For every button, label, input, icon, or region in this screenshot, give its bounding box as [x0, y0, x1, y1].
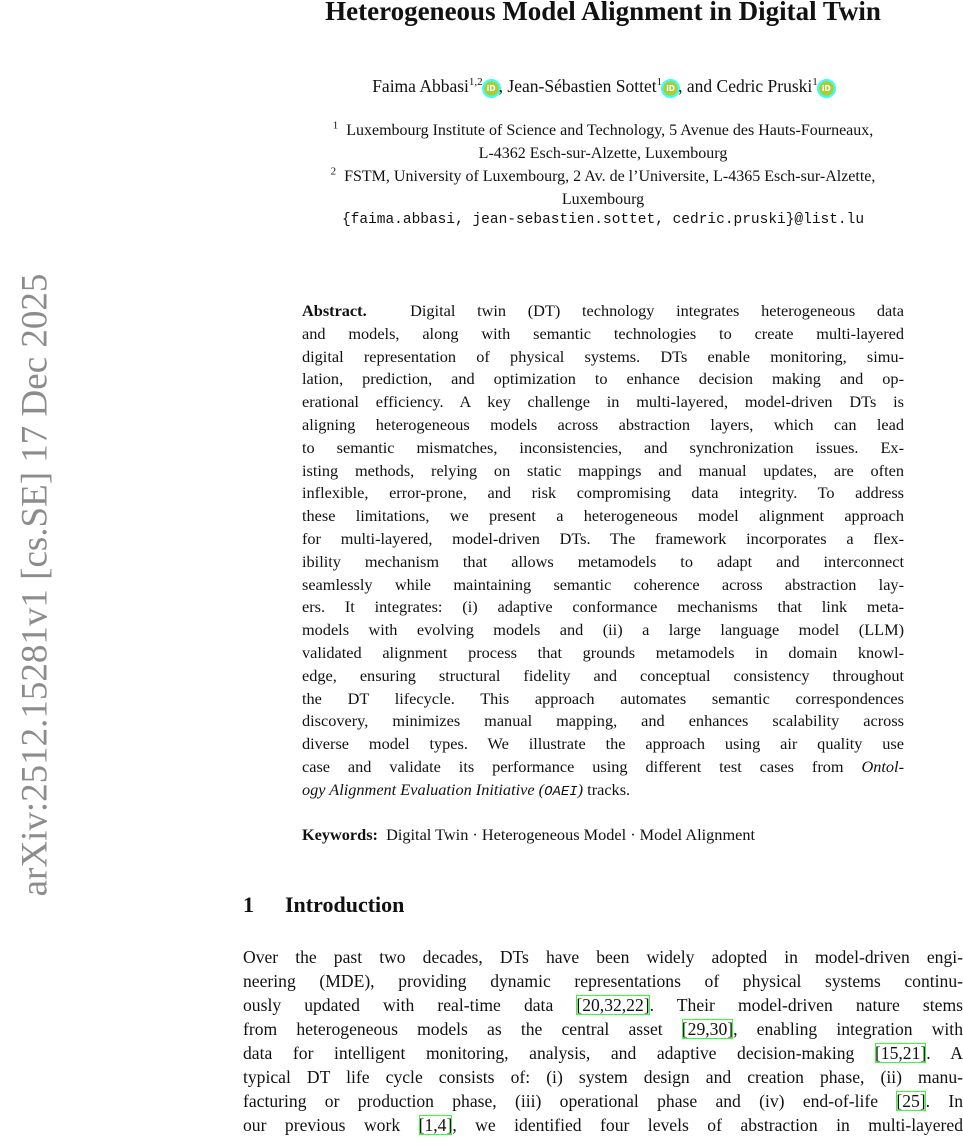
affiliation-line: L-4362 Esch-sur-Alzette, Luxembourg — [478, 145, 728, 162]
affiliation-2 — [243, 165, 963, 211]
author-name: Jean-Sébastien Sottet — [507, 76, 657, 96]
abstract-line: validated alignment process that grounds metamodels in domain knowl- — [302, 642, 904, 662]
abstract-line: erational efficiency. A key challenge in multi-layered, model-driven DTs is — [302, 392, 904, 412]
section-title: Introduction — [285, 892, 405, 917]
intro-line: Over the past two decades, DTs have been widely adopted in model-driven engi- — [243, 947, 963, 967]
abstract-line: ibility mechanism that allows metamodels to adapt and interconnect — [302, 551, 904, 571]
affiliation-line: Luxembourg Institute of Science and Technology, 5 Avenue des Hauts-Fourneaux, — [346, 122, 874, 139]
arxiv-sidebar — [0, 0, 60, 1146]
citation-link[interactable]: [20,32,22] — [576, 995, 650, 1015]
abstract-line: Digital twin (DT) technology integrates heterogeneous data — [410, 301, 904, 320]
keywords-label: Keywords: — [302, 825, 378, 844]
author-affiliation-mark: 1 — [656, 76, 663, 89]
abstract-line: ers. It integrates: (i) adaptive conformance mechanisms that link meta- — [302, 597, 904, 617]
affiliation-1 — [243, 119, 963, 165]
author-name: Faima Abbasi — [372, 76, 469, 96]
abstract-line: discovery, minimizes manual mapping, and enhances scalability across — [302, 711, 904, 731]
section-heading — [243, 892, 404, 918]
intro-text: facturing or production phase, (iii) operational phase and (iv) end-of-life — [243, 1091, 897, 1111]
citation-link[interactable]: [1,4] — [418, 1115, 453, 1135]
abstract-line: to semantic mismatches, inconsistencies, and synchronization issues. Ex- — [302, 437, 904, 457]
abstract-label: Abstract. — [302, 301, 367, 320]
author-affiliation-mark: 1 — [812, 76, 818, 89]
abstract — [302, 300, 904, 804]
abstract-line: and models, along with semantic technologies to create multi-layered — [302, 323, 904, 343]
abstract-italic: Ontol- — [861, 756, 904, 776]
orcid-icon[interactable]: iD — [484, 81, 499, 96]
intro-paragraph — [243, 945, 963, 1137]
author-affiliation-mark: 1,2 — [468, 76, 483, 89]
intro-text: , enabling integration with — [733, 1019, 963, 1039]
abstract-line: these limitations, we present a heterogeneous model alignment approach — [302, 506, 904, 526]
abstract-line: edge, ensuring structural fidelity and conceptual consistency throughout — [302, 665, 904, 685]
affiliation-line: FSTM, University of Luxembourg, 2 Av. de l’Universite, L-4365 Esch-sur-Alzette, — [344, 168, 876, 185]
arxiv-identifier: arXiv:2512.15281v1 [cs.SE] 17 Dec 2025 — [14, 273, 56, 897]
intro-text: . Their model-driven nature stems — [649, 995, 963, 1015]
intro-text: . A — [926, 1043, 963, 1063]
intro-text: . In — [925, 1091, 963, 1111]
keywords-text: Digital Twin · Heterogeneous Model · Model Alignment — [386, 825, 756, 844]
citation-link[interactable]: [29,30] — [681, 1019, 734, 1039]
intro-text: , we identified four levels of abstraction in multi-layered — [452, 1115, 963, 1135]
abstract-end: tracks. — [583, 779, 631, 799]
affiliation-line: Luxembourg — [561, 191, 645, 208]
author-name: Cedric Pruski — [716, 76, 813, 96]
intro-text: ously updated with real-time data — [243, 995, 577, 1015]
abstract-italic: ) — [577, 779, 584, 799]
abstract-line: the DT lifecycle. This approach automates semantic correspondences — [302, 688, 904, 708]
paper-title: Heterogeneous Model Alignment in Digital Twin — [325, 0, 881, 26]
abstract-line: case and validate its performance using different test cases from — [302, 756, 844, 776]
intro-text: data for intelligent monitoring, analysis, and adaptive decision-making — [243, 1043, 875, 1063]
abstract-italic: ogy Alignment Evaluation Initiative ( — [302, 779, 545, 799]
intro-text: from heterogeneous models as the central asset — [243, 1019, 682, 1039]
abstract-line: diverse model types. We illustrate the approach using air quality use — [302, 734, 904, 754]
author-separator: , and — [678, 76, 717, 96]
citation-link[interactable]: [15,21] — [874, 1043, 927, 1063]
abstract-line: inflexible, error-prone, and risk compromising data integrity. To address — [302, 483, 904, 503]
abstract-line: lation, prediction, and optimization to enhance decision making and op- — [302, 369, 904, 389]
abstract-code: OAEI — [544, 783, 578, 800]
affiliation-number: 1 — [332, 119, 339, 132]
abstract-line: seamlessly while maintaining semantic coherence across abstraction lay- — [302, 574, 904, 594]
intro-line: neering (MDE), providing dynamic representations of physical systems continu- — [243, 971, 963, 991]
affiliation-number: 2 — [330, 165, 337, 178]
abstract-line: isting methods, relying on static mappings and manual updates, are often — [302, 460, 904, 480]
author-separator: , — [498, 76, 508, 96]
orcid-icon[interactable]: iD — [663, 81, 678, 96]
abstract-line: digital representation of physical systems. DTs enable monitoring, simu- — [302, 346, 904, 366]
author-emails[interactable]: {faima.abbasi, jean-sebastien.sottet, cedric.pruski}@list.lu — [341, 212, 865, 228]
abstract-line: models with evolving models and (ii) a large language model (LLM) — [302, 620, 904, 640]
keywords — [302, 825, 904, 845]
abstract-line: aligning heterogeneous models across abstraction layers, which can lead — [302, 414, 904, 434]
orcid-icon[interactable]: iD — [819, 81, 834, 96]
section-number: 1 — [243, 892, 254, 917]
intro-text: our previous work — [243, 1115, 419, 1135]
author-list — [243, 76, 963, 97]
intro-line: typical DT life cycle consists of: (i) system design and creation phase, (ii) manu- — [243, 1067, 963, 1087]
abstract-line: for multi-layered, model-driven DTs. The framework incorporates a flex- — [302, 528, 904, 548]
citation-link[interactable]: [25] — [896, 1091, 926, 1111]
